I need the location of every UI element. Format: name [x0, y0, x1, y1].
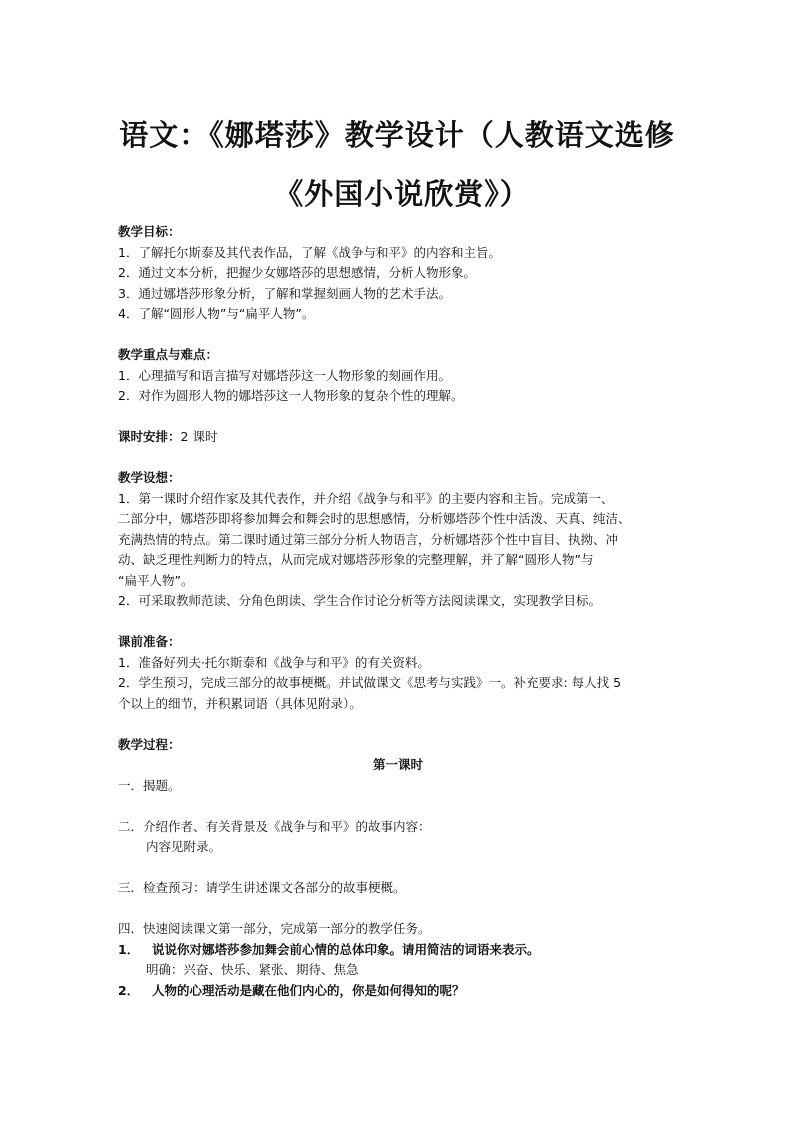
preparation-line: 2．学生预习，完成三部分的故事梗概。并试做课文《思考与实践》一。补充要求: 每人找 5: [118, 675, 622, 690]
question-number: 2．: [118, 982, 140, 998]
question-text: 人物的心理活动是藏在他们内心的，你是如何得知的呢？: [152, 982, 465, 998]
goal-item: 4．了解“圆形人物”与“扁平人物”。: [118, 306, 315, 321]
question-text: 说说你对娜塔莎参加舞会前心情的总体印象。请用简洁的词语来表示。: [152, 941, 540, 957]
concept-line: 动、缺乏理性判断力的特点，从而完成对娜塔莎形象的完整理解，并了解“圆形人物”与: [118, 552, 594, 567]
preparation-heading: 课前准备：: [118, 634, 181, 649]
concept-heading: 教学设想：: [118, 470, 181, 485]
key-points-heading: 教学重点与难点：: [118, 347, 219, 362]
process-step: 三．检查预习：请学生讲述课文各部分的故事梗概。: [118, 880, 406, 895]
schedule-heading: 课时安排：: [118, 429, 181, 444]
goal-item: 1．了解托尔斯泰及其代表作品，了解《战争与和平》的内容和主旨。: [118, 244, 501, 260]
goal-item: 2．通过文本分析，把握少女娜塔莎的思想感情，分析人物形象。: [118, 265, 476, 280]
document-title-line-2: 《外国小说欣赏》）: [274, 177, 530, 211]
schedule-value: 2 课时: [180, 429, 218, 444]
lesson-title: 第一课时: [372, 757, 423, 772]
process-heading: 教学过程：: [118, 736, 181, 752]
concept-line: 1．第一课时介绍作家及其代表作，并介绍《战争与和平》的主要内容和主旨。完成第一、: [118, 490, 614, 506]
process-step: 四．快速阅读课文第一部分，完成第一部分的教学任务。: [118, 921, 431, 936]
key-point-item: 2．对作为圆形人物的娜塔莎这一人物形象的复杂个性的理解。: [118, 388, 464, 403]
process-step: 二．介绍作者、有关背景及《战争与和平》的故事内容：: [118, 818, 431, 834]
document-body: [118, 222, 678, 1001]
key-point-item: 1．心理描写和语言描写对娜塔莎这一人物形象的刻画作用。: [118, 367, 451, 383]
preparation-line: 个以上的细节，并积累词语（具体见附录）。: [118, 695, 362, 711]
schedule-row: [118, 427, 678, 448]
concept-line: “扁平人物”。: [118, 572, 194, 588]
goal-item: 3．通过娜塔莎形象分析，了解和掌握刻画人物的艺术手法。: [118, 285, 451, 301]
question-number: 1．: [118, 941, 140, 957]
question-item: [118, 981, 678, 1002]
concept-line: 2．可采取教师范读、分角色朗读、学生合作讨论分析等方法阅读课文，实现教学目标。: [118, 593, 601, 608]
preparation-line: 1．准备好列夫·托尔斯泰和《战争与和平》的有关资料。: [118, 654, 430, 670]
goals-heading: 教学目标：: [118, 224, 181, 239]
process-step-detail: 内容见附录。: [146, 839, 222, 854]
question-item: [118, 940, 678, 961]
document-title-line-1: 语文：《娜塔莎》教学设计（人教语文选修: [119, 118, 675, 152]
question-answer: 明确：兴奋、快乐、紧张、期待、焦急: [146, 962, 359, 977]
process-step: 一．揭题。: [118, 777, 181, 793]
concept-line: 二部分中，娜塔莎即将参加舞会和舞会时的思想感情，分析娜塔莎个性中活泼、天真、纯洁、: [118, 511, 631, 526]
concept-line: 充满热情的特点。第二课时通过第三部分分析人物语言，分析娜塔莎个性中盲目、执拗、冲: [118, 531, 619, 547]
